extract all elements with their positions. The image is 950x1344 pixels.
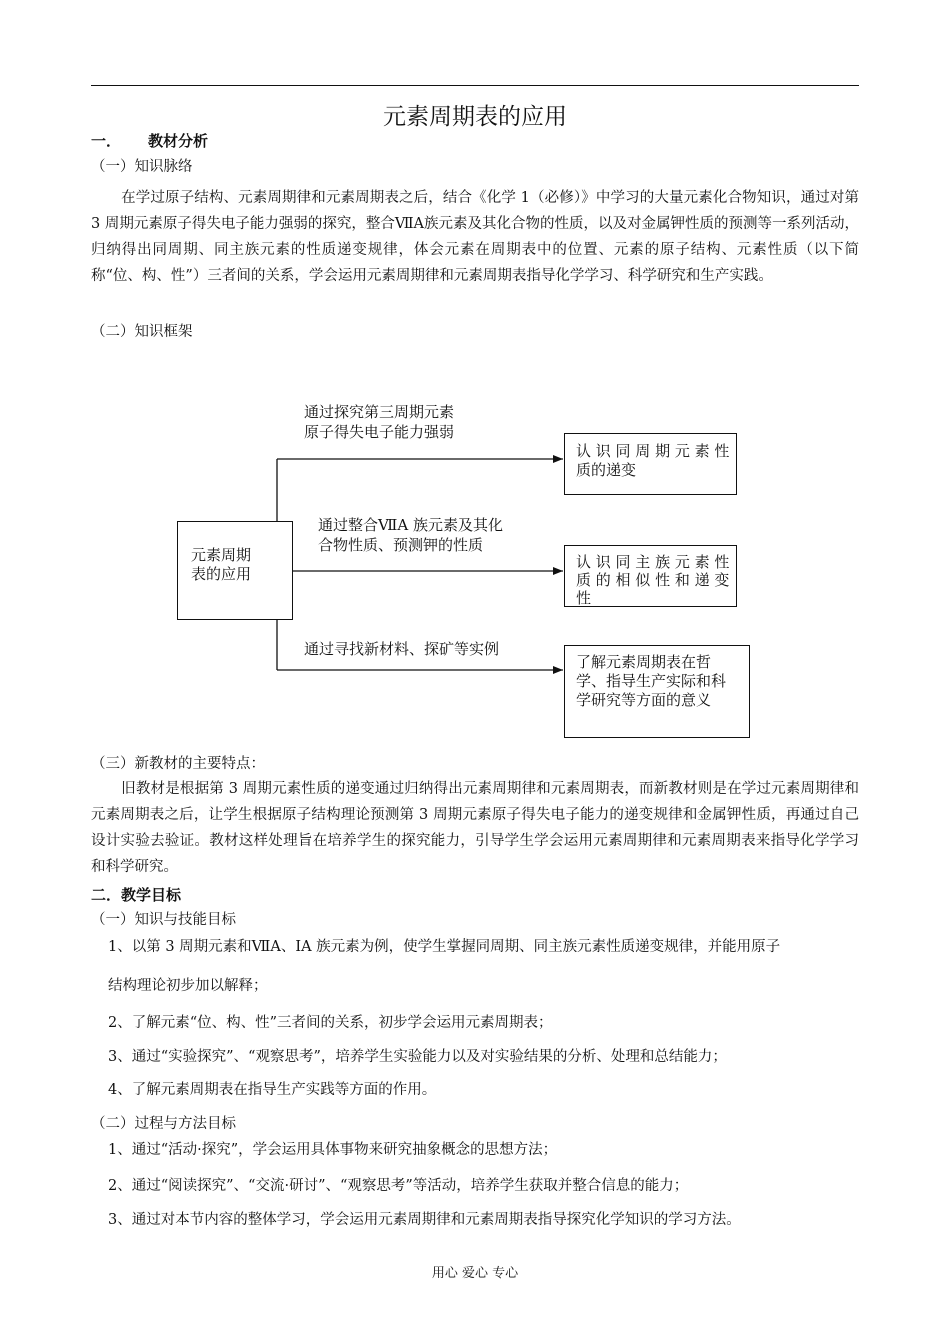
knowledge-goal-3: 3、通过“实验探究”、“观察思考”，培养学生实验能力以及对实验结果的分析、处理和总结能力； (108, 1049, 727, 1065)
center-box-line1: 元素周期 (191, 546, 252, 564)
result2-line3: 性 (576, 589, 592, 607)
process-goal-1: 1、通过“活动·探究”，学会运用具体事物来研究抽象概念的思想方法； (108, 1142, 558, 1158)
result3-box (564, 645, 750, 738)
center-box (177, 521, 293, 620)
knowledge-goal-4: 4、了解元素周期表在指导生产实践等方面的作用。 (108, 1082, 437, 1098)
knowledge-goal-1a: 1、以第 3 周期元素和ⅦA、ⅠA 族元素为例，使学生掌握同周期、同主族元素性质递变规律，并能用原子 (108, 939, 781, 955)
result2-box (564, 545, 737, 607)
knowledge-goal-2: 2、了解元素“位、构、性”三者间的关系，初步学会运用元素周期表； (108, 1015, 553, 1031)
result1-line2: 质的递变 (576, 461, 637, 479)
result2-line2: 质 的 相 似 性 和 递 变 (576, 571, 730, 589)
result2-line1: 认 识 同 主 族 元 素 性 (576, 553, 730, 571)
subheading-knowledge-skills: （一）知识与技能目标 (91, 912, 236, 928)
branch3-label: 通过寻找新材料、探矿等实例 (304, 640, 500, 658)
result3-line1: 了解元素周期表在哲 (576, 653, 712, 671)
subheading-knowledge-framework: （二）知识框架 (91, 324, 193, 340)
page-footer: 用心 爱心 专心 (431, 1266, 519, 1281)
paragraph-knowledge-context-text: 在学过原子结构、元素周期律和元素周期表之后，结合《化学 1（必修）》中学习的大量元素化合物知识，通过对第 3 周期元素原子得失电子能力强弱的探究，整合ⅦA族元素及其化合物的性质，以及对金属钾性质的预测等一系列活动，归纳得出同周期、同主族元素的性质递变规律，体会元素在周期表中的位置、元素的原子结构、元素性质（以下简称“位、构、性”）三者间的关系，学会运用元素周期律和元素周期表指导化学学习、科学研究和生产实践。 (91, 190, 860, 284)
paragraph-new-features (91, 776, 859, 880)
subheading-new-features: （三）新教材的主要特点： (91, 756, 265, 772)
document-title: 元素周期表的应用 (383, 104, 567, 130)
section1-number: 一． (91, 132, 122, 150)
branch2-label-line2: 合物性质、预测钾的性质 (318, 536, 484, 554)
center-box-line2: 表的应用 (191, 565, 252, 583)
result3-line3: 学研究等方面的意义 (576, 691, 712, 709)
process-goal-3: 3、通过对本节内容的整体学习，学会运用元素周期律和元素周期表指导探究化学知识的学习方法。 (108, 1212, 741, 1228)
result3-line2: 学、指导生产实际和科 (576, 672, 727, 690)
branch1-label-line1: 通过探究第三周期元素 (304, 403, 455, 421)
branch2-label-line1: 通过整合ⅦA 族元素及其化 (318, 516, 503, 534)
result1-box (564, 433, 737, 495)
section1-heading: 教材分析 (148, 132, 209, 150)
branch1-label-line2: 原子得失电子能力强弱 (304, 423, 455, 441)
knowledge-goal-1b: 结构理论初步加以解释； (108, 978, 268, 994)
section2-heading: 二．教学目标 (91, 886, 182, 904)
process-goal-2: 2、通过“阅读探究”、“交流·研讨”、“观察思考”等活动，培养学生获取并整合信息的能力； (108, 1178, 689, 1194)
subheading-knowledge-context: （一）知识脉络 (91, 159, 193, 175)
result1-line1: 认 识 同 周 期 元 素 性 (576, 442, 730, 460)
paragraph-new-features-text: 旧教材是根据第 3 周期元素性质的递变通过归纳得出元素周期律和元素周期表，而新教材则是在学过元素周期律和元素周期表之后，让学生根据原子结构理论预测第 3 周期元素原子得失电子能力的递变规律和金属钾性质，再通过自己设计实验去验证。教材这样处理旨在培养学生的探究能力，引导学生学会运用元素周期律和元素周期表来指导化学学习和科学研究。 (91, 781, 859, 875)
subheading-process-method: （二）过程与方法目标 (91, 1116, 236, 1132)
